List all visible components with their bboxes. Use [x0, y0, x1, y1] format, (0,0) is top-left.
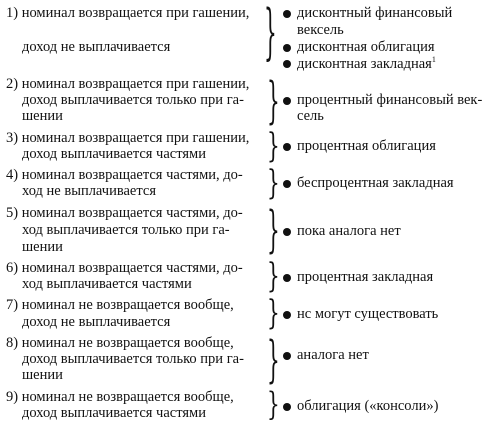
item-9-instrument: облигация («консоли»): [297, 398, 439, 414]
item-2-instrument-line-1: процентный финансовый век-: [297, 92, 483, 108]
bullet-icon: [283, 403, 291, 411]
item-2-condition-line-1: 2) номинал возвращается при гашении,: [6, 76, 250, 92]
bullet-icon: [283, 311, 291, 319]
brace: }: [267, 254, 280, 296]
item-4-instrument: беспроцентная закладная: [297, 175, 454, 191]
brace: }: [264, 0, 277, 67]
bullet-icon: [283, 274, 291, 282]
bullet-icon: [283, 60, 291, 68]
bullet-icon: [283, 352, 291, 360]
item-5-condition-line-2: ход выплачивается только при га-: [22, 222, 230, 238]
item-7-condition-line-2: доход не выплачивается: [22, 314, 171, 330]
item-8-condition-line-3: шении: [22, 367, 63, 383]
bullet-icon: [283, 44, 291, 52]
brace: }: [267, 124, 280, 166]
item-1-condition-line-1: 1) номинал возвращается при гашении,: [6, 5, 250, 21]
bullet-icon: [283, 143, 291, 151]
item-8-instrument: аналога нет: [297, 347, 369, 363]
item-1-instrument-line-3: дисконтная облигация: [297, 39, 435, 55]
item-4-condition-line-1: 4) номинал возвращается частями, до-: [6, 167, 243, 183]
item-9-condition-line-1: 9) номинал не возвращается вообще,: [6, 389, 234, 405]
bullet-icon: [283, 228, 291, 236]
item-3-condition-line-1: 3) номинал возвращается при гашении,: [6, 130, 250, 146]
item-8-condition-line-2: доход выплачивается только при га-: [22, 351, 244, 367]
item-1-condition-line-3: доход не выплачивается: [22, 39, 171, 55]
item-5-condition-line-1: 5) номинал возвращается частями, до-: [6, 205, 243, 221]
bullet-icon: [283, 180, 291, 188]
item-7-condition-line-1: 7) номинал не возвращается вообще,: [6, 297, 234, 313]
item-8-condition-line-1: 8) номинал не возвращается вообще,: [6, 335, 234, 351]
item-1-instrument-line-4: дисконтная закладная$^1$: [297, 55, 436, 72]
brace: }: [267, 291, 280, 333]
item-2-instrument-line-2: сель: [297, 108, 324, 124]
item-5-instrument: пока аналога нет: [297, 223, 401, 239]
item-9-condition-line-2: доход выплачивается частями: [22, 405, 206, 421]
item-7-instrument: нс могут существовать: [297, 306, 439, 322]
brace: }: [267, 70, 280, 130]
brace: }: [267, 329, 280, 389]
item-4-condition-line-2: ход не выплачивается: [22, 183, 156, 199]
brace: }: [267, 199, 280, 259]
item-1-instrument-line-1: дисконтный финансовый: [297, 5, 453, 21]
item-5-condition-line-3: шении: [22, 239, 63, 255]
footnote-mark: 1: [431, 55, 436, 64]
item-6-instrument: процентная закладная: [297, 269, 434, 285]
bullet-icon: [283, 97, 291, 105]
item-3-instrument: процентная облигация: [297, 138, 436, 154]
item-2-condition-line-3: шении: [22, 108, 63, 124]
item-3-condition-line-2: доход выплачивается частями: [22, 146, 206, 162]
brace: }: [267, 384, 280, 424]
item-6-condition-line-1: 6) номинал возвращается частями, до-: [6, 260, 243, 276]
item-1-instrument-line-2: вексель: [297, 22, 344, 38]
item-6-condition-line-2: ход выплачивается частями: [22, 276, 192, 292]
item-2-condition-line-2: доход выплачивается только при га-: [22, 92, 244, 108]
bullet-icon: [283, 10, 291, 18]
brace: }: [267, 161, 280, 203]
